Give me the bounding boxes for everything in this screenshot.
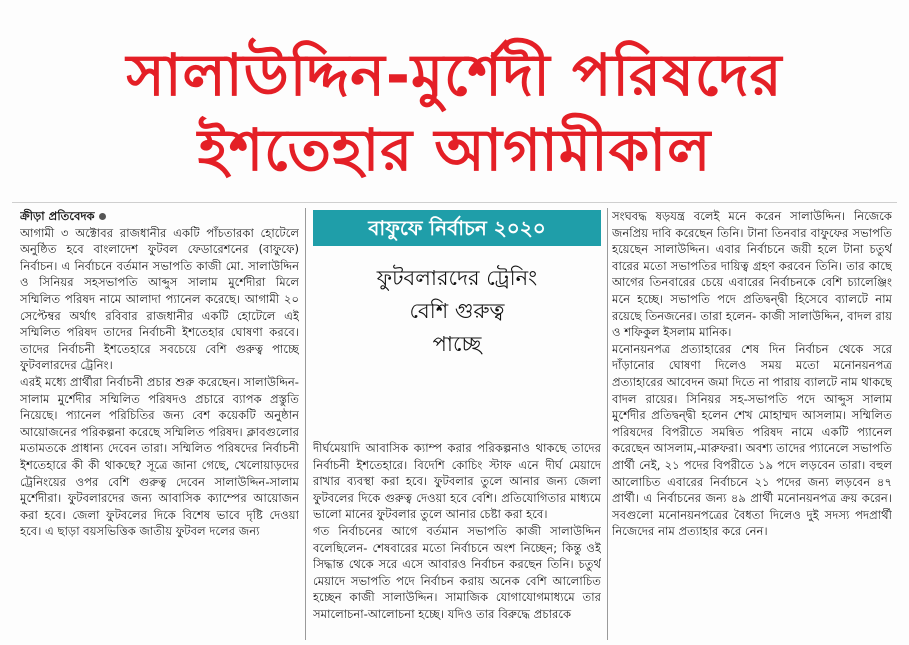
column-divider-2: [607, 208, 608, 640]
subheadline-line-1: ফুটবলারদের ট্রেনিং: [376, 266, 538, 290]
column2-paragraph-2: গত নির্বাচনের আগে বর্তমান সভাপতি কাজী সালাউদ্দিন বলেছিলেন- শেষবারের মতো নির্বাচনে অংশ নিচ্ছেন; কিন্তু ওই সিদ্ধান্ত থেকে সরে এসে আবারও নির্বাচন করছেন তিনি। চতুর্থ মেয়াদে সভাপতি পদে নির্বাচন করায় অনেক বেশি আলোচিত হচ্ছেন কাজী সালাউদ্দিন। সামাজিক যোগাযোগমাধ্যমে তার সমালোচনা-আলোচনা হচ্ছে। যদিও তার বিরুদ্ধে প্রচারকে: [313, 523, 601, 621]
column1-paragraph-1: আগামী ৩ অক্টোবর রাজধানীর একটি পাঁচতারকা হোটেলে অনুষ্ঠিত হবে বাংলাদেশ ফুটবল ফেডারেশনের (বাফুফে) নির্বাচন। এ নির্বাচনে বর্তমান সভাপতি কাজী মো. সালাউদ্দিন ও সিনিয়র সহসভাপতি আব্দুস সালাম মুর্শেদীরা মিলে সম্মিলিত পরিষদ নামে আলাদা প্যানেল করেছে। আগামী ২০ সেপ্টেম্বর অর্থাৎ রবিবার রাজধানীর একটি হোটেলে এই সম্মিলিত পরিষদ তাদের নির্বাচনী ইশতেহার ঘোষণা করবে। তাদের নির্বাচনী ইশতেহারে সবচেয়ে বেশি গুরুত্ব পাচ্ছে ফুটবলারদের ট্রেনিং।: [20, 225, 299, 373]
top-rule: [12, 202, 897, 203]
section-banner: বাফুফে নির্বাচন ২০২০: [313, 210, 601, 246]
byline: ক্রীড়া প্রতিবেদক: [20, 209, 95, 223]
article-column-1: [20, 208, 299, 640]
headline-line-2: ইশতেহার আগামীকাল: [197, 116, 712, 184]
article-column-2: [313, 440, 601, 640]
subheadline-line-2: বেশি গুরুত্ব: [409, 299, 505, 323]
column1-paragraph-2: এরই মধ্যে প্রার্থীরা নির্বাচনী প্রচার শুরু করেছেন। সালাউদ্দিন-সালাম মুর্শেদীর সম্মিলিত পরিষদও প্রচারে ব্যাপক প্রস্তুতি নিয়েছে। প্যানেল পরিচিতির জন্য বেশ কয়েকটি অনুষ্ঠান আয়োজনের পরিকল্পনা করেছে সম্মিলিত পরিষদ। ক্লাবগুলোর মতামতকে প্রাধান্য দেবেন তারা। সম্মিলিত পরিষদের নির্বাচনী ইশতেহারে কী কী থাকছে? সূত্রে জানা গেছে, খেলোয়াড়দের ট্রেনিংয়ের ওপর বেশি গুরুত্ব দেবেন সালাউদ্দিন-সালাম মুর্শেদীরা। ফুটবলারদের জন্য আবাসিক ক্যাম্পের আয়োজন করা হবে। জেলা ফুটবলের দিকে বিশেষ ভাবে দৃষ্টি দেওয়া হবে। এ ছাড়া বয়সভিত্তিক জাতীয় ফুটবল দলের জন্য: [20, 374, 299, 539]
headline-line-1: সালাউদ্দিন-মুর্শেদী পরিষদের: [126, 41, 783, 109]
subheadline: [313, 262, 601, 361]
column-divider-1: [305, 208, 306, 640]
article-column-3: [612, 208, 892, 640]
subheadline-line-3: পাচ্ছে: [432, 332, 482, 356]
column3-paragraph-2: মনোনয়নপত্র প্রত্যাহারের শেষ দিন নির্বাচন থেকে সরে দাঁড়ানোর ঘোষণা দিলেও সময় মতো মনোনয়নপত্র প্রত্যাহারের আবেদন জমা দিতে না পারায় ব্যালটে নাম থাকছে বাদল রায়ের। সিনিয়র সহ-সভাপতি পদে আব্দুস সালাম মুর্শেদীর প্রতিদ্বন্দ্বী হলেন শেখ মোহাম্মদ আসলাম। সম্মিলিত পরিষদের বিপরীতে সমন্বিত পরিষদ নামে একটি প্যানেল করেছেন আসলাম,-মারুফরা। অবশ্য তাদের প্যানেলে সভাপতি প্রার্থী নেই, ২১ পদের বিপরীতে ১৯ পদে লড়বেন তারা। বহুল আলোচিত এবারের নির্বাচনে ২১ পদের জন্য লড়বেন ৪৭ প্রার্থী। এ নির্বাচনের জন্য ৪৯ প্রার্থী মনোনয়নপত্র ক্রয় করেন। সবগুলো মনোনয়নপত্রের বৈধতা দিলেও দুই সদস্য পদপ্রার্থী নিজেদের নাম প্রত্যাহার করে নেন।: [612, 341, 892, 539]
column2-paragraph-1: দীর্ঘমেয়াদি আবাসিক ক্যাম্প করার পরিকল্পনাও থাকছে তাদের নির্বাচনী ইশতেহারে। বিদেশি কোচিং স্টাফ এনে দীর্ঘ মেয়াদে রাখার ব্যবস্থা করা হবে। ফুটবলার তুলে আনার জন্য জেলা ফুটবলের দিকে গুরুত্ব দেওয়া হবে বেশি। প্রতিযোগিতার মাধ্যমে ভালো মানের ফুটবলার তুলে আনার চেষ্টা করা হবে।: [313, 441, 601, 522]
byline-bullet-icon: [99, 213, 106, 220]
column3-paragraph-1: সংঘবদ্ধ ষড়যন্ত্র বলেই মনে করেন সালাউদ্দিন। নিজেকে জনপ্রিয় দাবি করেছেন তিনি। টানা তিনবার বাফুফের সভাপতি হয়েছেন সালাউদ্দিন। এবার নির্বাচনে জয়ী হলে টানা চতুর্থ বারের মতো সভাপতির দায়িত্ব গ্রহণ করবেন তিনি। তার কাছে আগের তিনবারের চেয়ে এবারের নির্বাচনকে বেশি চ্যালেঞ্জিং মনে হচ্ছে। সভাপতি পদে প্রতিদ্বন্দ্বী হিসেবে ব্যালটে নাম রয়েছে তিনজনের। তারা হলেন- কাজী সালাউদ্দিন, বাদল রায় ও শফিকুল ইসলাম মানিক।: [612, 209, 892, 340]
